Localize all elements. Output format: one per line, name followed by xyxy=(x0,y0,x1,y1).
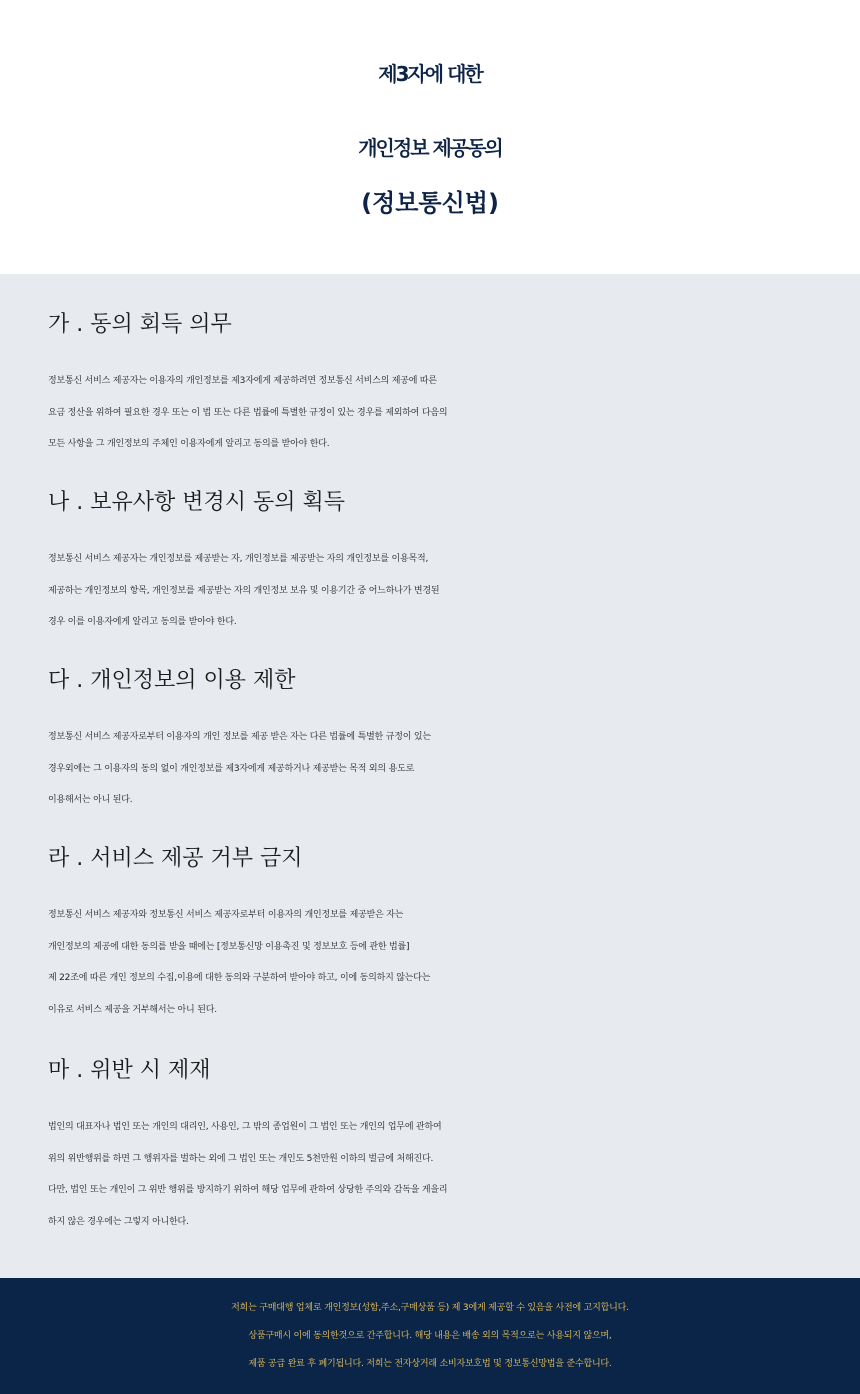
section-service-refusal-ban xyxy=(48,844,828,1027)
footer-notice-line: 저희는 구매대행 업체로 개인정보(성함,주소,구매상품 등) 제 3에게 제공할 수 있음을 사전에 고지합니다. xyxy=(231,1303,629,1313)
notice-footer xyxy=(0,1278,860,1394)
section-heading: 마 . 위반 시 제재 xyxy=(48,1058,211,1083)
section-heading: 가 . 동의 회득 의무 xyxy=(48,312,232,337)
section-change-consent xyxy=(48,488,828,639)
paragraph-line: 경우외에는 그 이용자의 동의 없이 개인정보를 제3자에게 제공하거나 제공받는 목적 외의 용도로 xyxy=(48,763,415,774)
paragraph-line: 요금 정산을 위하여 필요한 경우 또는 이 법 또는 다른 법률에 특별한 규정이 있는 경우를 제외하여 다음의 xyxy=(48,407,448,418)
paragraph-line: 위의 위반행위를 하면 그 행위자를 벌하는 외에 그 법인 또는 개인도 5천만원 이하의 벌금에 처해진다. xyxy=(48,1153,434,1164)
section-heading: 라 . 서비스 제공 거부 금지 xyxy=(48,846,303,871)
paragraph-line: 정보통신 서비스 제공자와 정보통신 서비스 제공자로부터 이용자의 개인정보를 제공받은 자는 xyxy=(48,910,404,920)
page-subtitle: (정보통신법) xyxy=(361,189,499,217)
paragraph-line: 정보통신 서비스 제공자는 이용자의 개인정보를 제3자에게 제공하려면 정보통신 서비스의 제공에 따른 xyxy=(48,376,437,386)
page-title-line-1: 제3자에 대한 xyxy=(378,62,482,86)
paragraph-line: 이용해서는 아니 된다. xyxy=(48,795,133,806)
content-panel xyxy=(0,274,860,1278)
paragraph-line: 정보통신 서비스 제공자는 개인정보를 제공받는 자, 개인정보를 제공받는 자의 개인정보를 이용목적, xyxy=(48,554,429,564)
paragraph-line: 다만, 법인 또는 개인이 그 위반 행위를 방지하기 위하여 해당 업무에 관하여 상당한 주의와 감독을 게을리 xyxy=(48,1185,448,1196)
paragraph-line: 하지 않은 경우에는 그렇지 아니한다. xyxy=(48,1217,189,1228)
paragraph-line: 개인정보의 제공에 대한 동의를 받을 때에는 [정보통신망 이용촉진 및 정보보호 등에 관한 법률] xyxy=(48,941,410,952)
paragraph-line: 제공하는 개인정보의 항목, 개인정보를 제공받는 자의 개인정보 보유 및 이용기간 중 어느하나가 변경된 xyxy=(48,585,440,596)
paragraph-line: 이유로 서비스 제공을 거부해서는 아니 된다. xyxy=(48,1005,217,1016)
section-paragraph xyxy=(48,722,828,817)
page-title-line-2: 개인정보 제공동의 xyxy=(358,136,502,160)
section-paragraph xyxy=(48,544,828,639)
page-header xyxy=(0,0,860,274)
section-paragraph xyxy=(48,900,828,1027)
section-heading: 나 . 보유사항 변경시 동의 획득 xyxy=(48,490,345,515)
footer-notice-line: 제품 공급 완료 후 폐기됩니다. 저희는 전자상거래 소비자보호법 및 정보통신망법을 준수합니다. xyxy=(248,1359,612,1369)
paragraph-line: 제 22조에 따른 개인 정보의 수집,이용에 대한 동의와 구분하여 받아야 하고, 이에 동의하지 않는다는 xyxy=(48,973,431,984)
section-violation-sanctions xyxy=(48,1056,828,1239)
paragraph-line: 정보통신 서비스 제공자로부터 이용자의 개인 정보를 제공 받은 자는 다른 법률에 특별한 규정이 있는 xyxy=(48,732,431,742)
section-heading: 다 . 개인정보의 이용 제한 xyxy=(48,668,296,693)
section-consent-obligation xyxy=(48,310,828,461)
paragraph-line: 법인의 대표자나 법인 또는 개인의 대리인, 사용인, 그 밖의 종업원이 그 법인 또는 개인의 업무에 관하여 xyxy=(48,1122,442,1132)
section-paragraph xyxy=(48,1112,828,1239)
paragraph-line: 모든 사항을 그 개인정보의 주체인 이용자에게 알리고 동의를 받아야 한다. xyxy=(48,439,330,450)
paragraph-line: 경우 이를 이용자에게 알리고 동의를 받아야 한다. xyxy=(48,617,237,628)
footer-notice-line: 상품구매시 이에 동의한것으로 간주합니다. 해당 내용은 배송 외의 목적으로는 사용되지 않으며, xyxy=(248,1331,612,1341)
section-usage-restriction xyxy=(48,666,828,817)
section-paragraph xyxy=(48,366,828,461)
